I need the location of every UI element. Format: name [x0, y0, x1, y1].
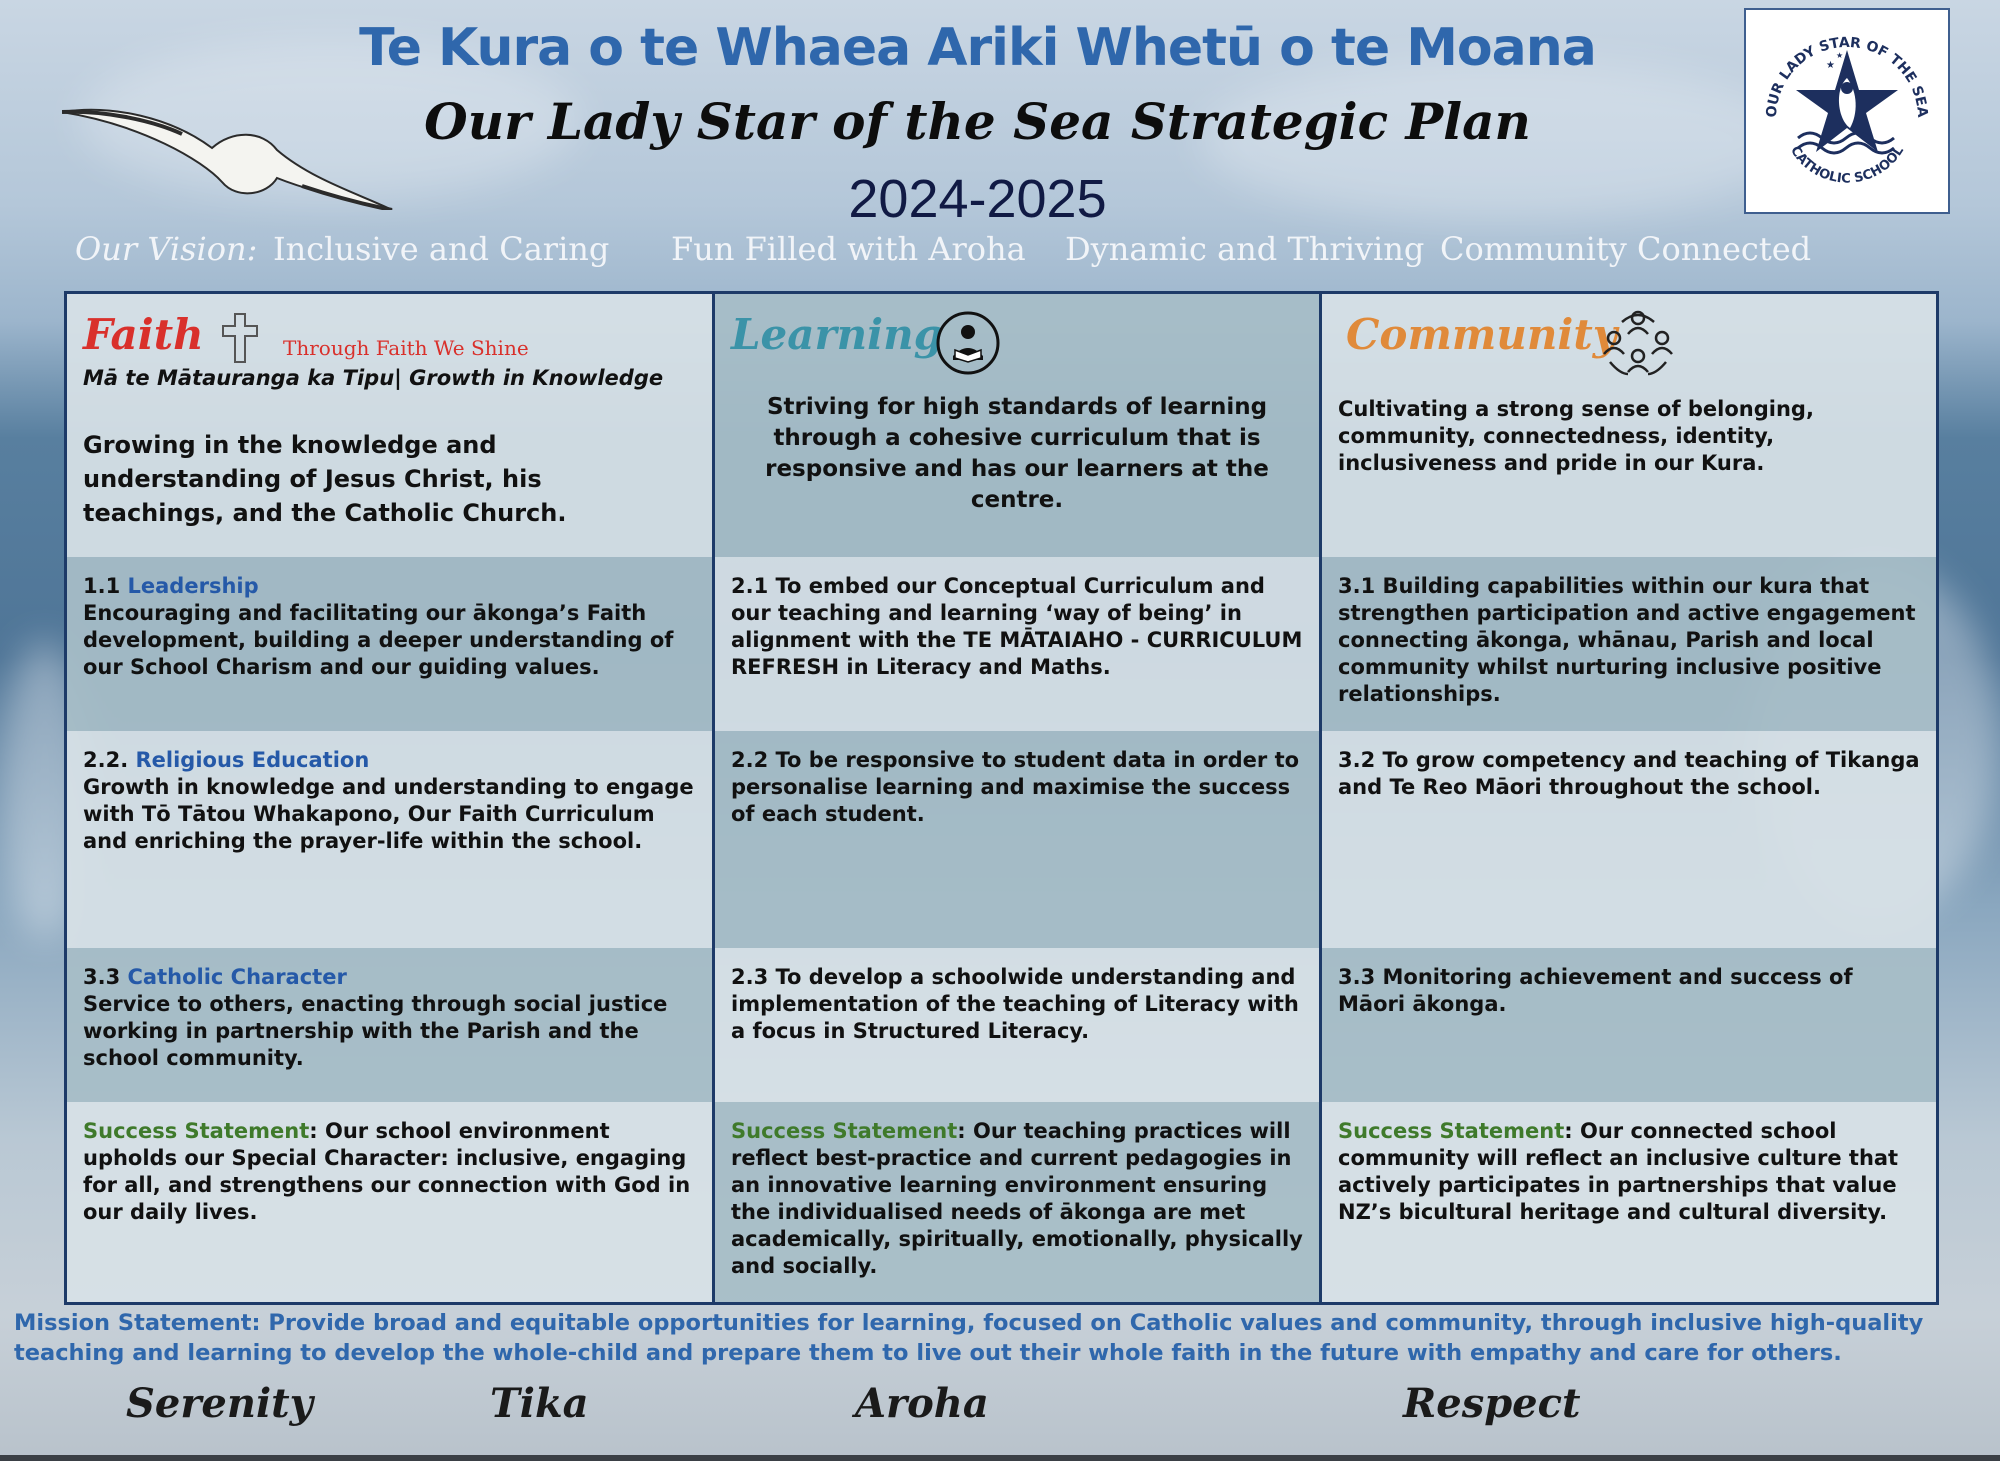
goal-title: Catholic Character [127, 965, 347, 989]
vision-item: Dynamic and Thriving [1065, 230, 1425, 268]
community-heading: Community [1346, 310, 1618, 359]
logo-text-top: OUR LADY STAR OF THE SEA [1763, 34, 1931, 119]
success-label: Success Statement [731, 1119, 958, 1143]
goal-title: Leadership [127, 574, 259, 598]
learning-intro: Striving for high standards of learning through a cohesive curriculum that is responsive and has our learners at the centre. [765, 394, 1269, 513]
goal-text: Service to others, enacting through social justice working in partnership with the Parish and the school community. [83, 992, 668, 1070]
faith-intro: Growing in the knowledge and understanding of Jesus Christ, his teachings, and the Catholic Church. [83, 431, 567, 527]
learning-goal-1: 2.1 To embed our Conceptual Curriculum and our teaching and learning ‘way of being’ in alignment with the TE MĀTAIAHO - CURRICULUM REFRESH in Literacy and Maths. [715, 557, 1319, 731]
goal-text: Growth in knowledge and understanding to engage with Tō Tātou Whakapono, Our Faith Curriculum and enriching the prayer-life within the school. [83, 775, 694, 853]
goal-number: 3.3 [83, 965, 121, 989]
strategic-plan-table [64, 291, 1939, 1305]
success-text: : Our connected school community will reflect an inclusive culture that actively participates in partnerships that value NZ’s bicultural heritage and cultural diversity. [1338, 1119, 1899, 1224]
faith-success-statement [67, 1102, 712, 1302]
goal-number: 1.1 [83, 574, 121, 598]
value-item: Tika [490, 1380, 589, 1427]
mission-statement: Mission Statement: Provide broad and equitable opportunities for learning, focused on Catholic values and community, through inclusive high-quality teaching and learning to develop the whole-child and prepare them to live out their whole faith in the future with empathy and care for others. [14, 1310, 1924, 1366]
reading-person-icon [935, 310, 1001, 376]
vision-label: Our Vision: [75, 230, 258, 268]
success-label: Success Statement [83, 1119, 310, 1143]
bottom-border [0, 1455, 2000, 1461]
goal-text: Encouraging and facilitating our ākonga’s Faith development, building a deeper understanding of our School Charism and our guiding values. [83, 601, 674, 679]
value-item: Respect [1403, 1380, 1581, 1427]
community-header-cell [1322, 294, 1936, 557]
learning-heading: Learning [731, 310, 943, 359]
seagull-icon [62, 100, 402, 210]
community-goal-2: 3.2 To grow competency and teaching of Tikanga and Te Reo Māori throughout the school. [1322, 731, 1936, 948]
community-success-statement [1322, 1102, 1936, 1302]
success-text: : Our school environment upholds our Special Character: inclusive, engaging for all, and strengthens our connection with God in our daily lives. [83, 1119, 691, 1224]
values-row [0, 1380, 2000, 1440]
faith-tagline: Through Faith We Shine [283, 336, 529, 360]
logo-text-bottom: CATHOLIC SCHOOL [1787, 143, 1907, 187]
value-item: Serenity [126, 1380, 313, 1427]
success-text: : Our teaching practices will reflect best-practice and current pedagogies in an innovative learning environment ensuring the individualised needs of ākonga are met academically, spiritually, emotionally, physically and socially. [731, 1119, 1303, 1278]
faith-subheading: Mā te Mātauranga ka Tipu| Growth in Knowledge [83, 366, 664, 390]
school-logo [1744, 8, 1950, 214]
plan-years: 2024-2025 [848, 169, 1107, 229]
community-intro: Cultivating a strong sense of belonging, community, connectedness, identity, inclusiveness and pride in our Kura. [1338, 397, 1814, 475]
vision-item: Community Connected [1440, 230, 1812, 268]
learning-header-cell [715, 294, 1319, 557]
vision-bar [75, 230, 1875, 278]
community-column [1322, 294, 1936, 1302]
svg-text:★: ★ [1826, 60, 1835, 71]
goal-title: Religious Education [135, 748, 370, 772]
title-maori: Te Kura o te Whaea Ariki Whetū o te Moana [359, 18, 1596, 78]
people-circle-icon [1600, 308, 1676, 378]
learning-goal-3: 2.3 To develop a schoolwide understanding and implementation of the teaching of Literacy with a focus in Structured Literacy. [715, 948, 1319, 1102]
faith-heading: Faith [83, 310, 204, 359]
faith-goal-2 [67, 731, 712, 948]
value-item: Aroha [855, 1380, 989, 1427]
learning-goal-2: 2.2 To be responsive to student data in order to personalise learning and maximise the success of each student. [715, 731, 1319, 948]
faith-column [67, 294, 715, 1302]
svg-text:★: ★ [1836, 51, 1844, 60]
community-goal-3: 3.3 Monitoring achievement and success of Māori ākonga. [1322, 948, 1936, 1102]
community-goal-1: 3.1 Building capabilities within our kura that strengthen participation and active engagement connecting ākonga, whānau, Parish and local community whilst nurturing inclusive positive relationships. [1322, 557, 1936, 731]
success-label: Success Statement [1338, 1119, 1565, 1143]
learning-success-statement [715, 1102, 1319, 1302]
faith-header-cell [67, 294, 712, 557]
faith-goal-1 [67, 557, 712, 731]
goal-number: 2.2. [83, 748, 129, 772]
vision-item: Fun Filled with Aroha [671, 230, 1026, 268]
faith-goal-3 [67, 948, 712, 1102]
title-english: Our Lady Star of the Sea Strategic Plan [424, 92, 1531, 151]
cross-icon [219, 312, 261, 364]
learning-column [715, 294, 1322, 1302]
vision-item: Inclusive and Caring [273, 230, 610, 268]
